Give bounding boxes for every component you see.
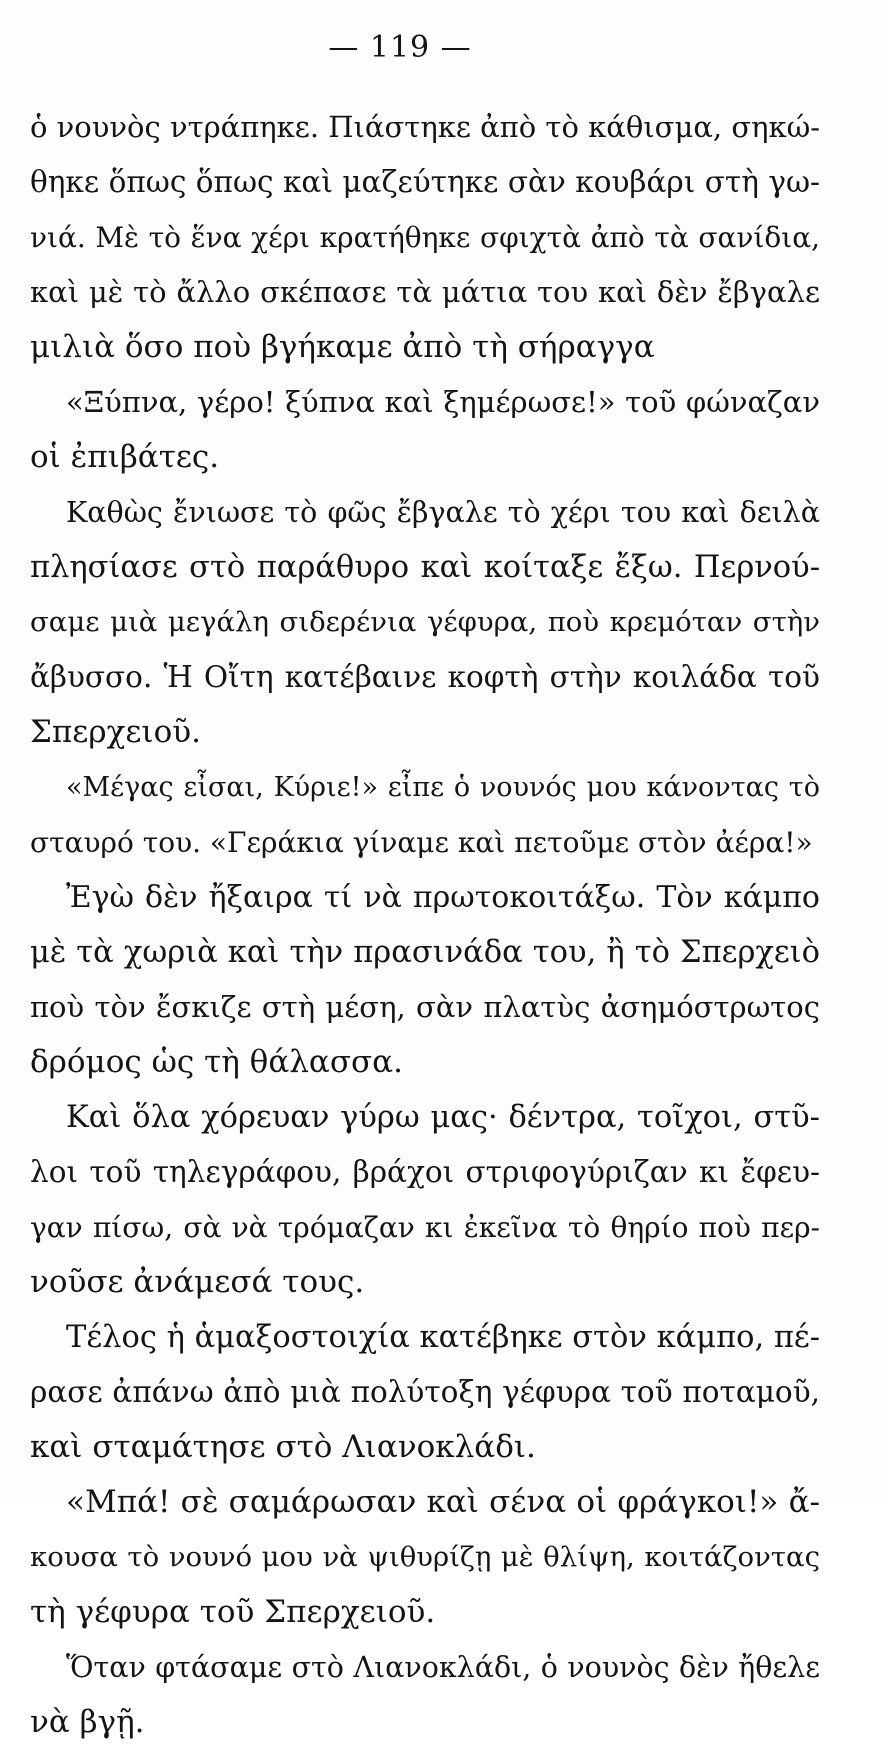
text-line: Ἐγὼ δὲν ἤξαιρα τί νὰ πρωτοκοιτάξω. Τὸν κάμπο [66,880,820,915]
text-line: λοι τοῦ τηλεγράφου, βράχοι στριφογύριζαν κι ἔφευ- [30,1155,820,1189]
text-line: ὁ νουνὸς ντράπηκε. Πιάστηκε ἀπὸ τὸ κάθισμα, σηκώ- [30,110,821,144]
text-line: «Ξύπνα, γέρο! ξύπνα καὶ ξημέρωσε!» τοῦ φώναζαν [66,385,820,419]
text-line: σαμε μιὰ μεγάλη σιδερένια γέφυρα, ποὺ κρεμόταν στὴν [30,606,820,638]
text-line: μιλιὰ ὅσο ποὺ βγήκαμε ἀπὸ τὴ σήραγγα [30,329,655,365]
text-line: νιά. Μὲ τὸ ἕνα χέρι κρατήθηκε σφιχτὰ ἀπὸ τὰ σανίδια, [30,221,820,254]
text-line: πλησίασε στὸ παράθυρο καὶ κοίταξε ἔξω. Περνού- [30,550,820,585]
text-line: θηκε ὅπως ὅπως καὶ μαζεύτηκε σὰν κουβάρι στὴ γω- [30,165,820,199]
text-line: καὶ σταμάτησε στὸ Λιανοκλάδι. [30,1429,536,1465]
text-line: σταυρό του. «Γεράκια γίναμε καὶ πετοῦμε στὸν ἀέρα!» [30,826,813,859]
text-line: γαν πίσω, σὰ νὰ τρόμαζαν κι ἐκεῖνα τὸ θηρίο ποὺ περ- [30,1211,820,1244]
text-line: Τέλος ἡ ἁμαξοστοιχία κατέβηκε στὸν κάμπο, πέ- [66,1320,821,1355]
text-line: καὶ μὲ τὸ ἄλλο σκέπασε τὰ μάτια του καὶ δὲν ἔβγαλε [30,275,820,309]
text-line: τὴ γέφυρα τοῦ Σπερχειοῦ. [30,1594,436,1630]
text-line: οἱ ἐπιβάτες. [30,439,220,475]
text-line: Καὶ ὅλα χόρευαν γύρω μας· δέντρα, τοῖχοι, στῦ- [66,1100,820,1135]
text-line: Σπερχειοῦ. [30,714,201,750]
text-line: ρασε ἀπάνω ἀπὸ μιὰ πολύτοξη γέφυρα τοῦ ποταμοῦ, [30,1375,820,1409]
text-line: κουσα τὸ νουνό μου νὰ ψιθυρίζῃ μὲ θλίψη, κοιτάζοντας [30,1541,820,1573]
page-number: — 119 — [328,30,472,65]
text-line: μὲ τὰ χωριὰ καὶ τὴν πρασινάδα του, ἢ τὸ Σπερχειὸ [30,935,820,970]
text-line: «Μπά! σὲ σαμάρωσαν καὶ σένα οἱ φράγκοι!» ἄ- [66,1484,820,1520]
text-line: Καθὼς ἔνιωσε τὸ φῶς ἔβγαλε τὸ χέρι του καὶ δειλὰ [66,496,820,529]
text-line: «Μέγας εἶσαι, Κύριε!» εἶπε ὁ νουνός μου κάνοντας τὸ [66,772,820,803]
text-line: ποὺ τὸν ἔσκιζε στὴ μέση, σὰν πλατὺς ἀσημόστρωτος [30,990,820,1024]
text-line: ἄβυσσο. Ἡ Οἴτη κατέβαινε κοφτὴ στὴν κοιλάδα τοῦ [30,660,820,694]
text-line: νοῦσε ἀνάμεσά τους. [30,1264,365,1300]
text-line: δρόμος ὡς τὴ θάλασσα. [30,1044,403,1080]
text-line: Ὅταν φτάσαμε στὸ Λιανοκλάδι, ὁ νουνὸς δὲν ἤθελε [66,1651,820,1684]
body-text [30,100,820,1750]
text-line: νὰ βγῇ. [30,1704,145,1740]
